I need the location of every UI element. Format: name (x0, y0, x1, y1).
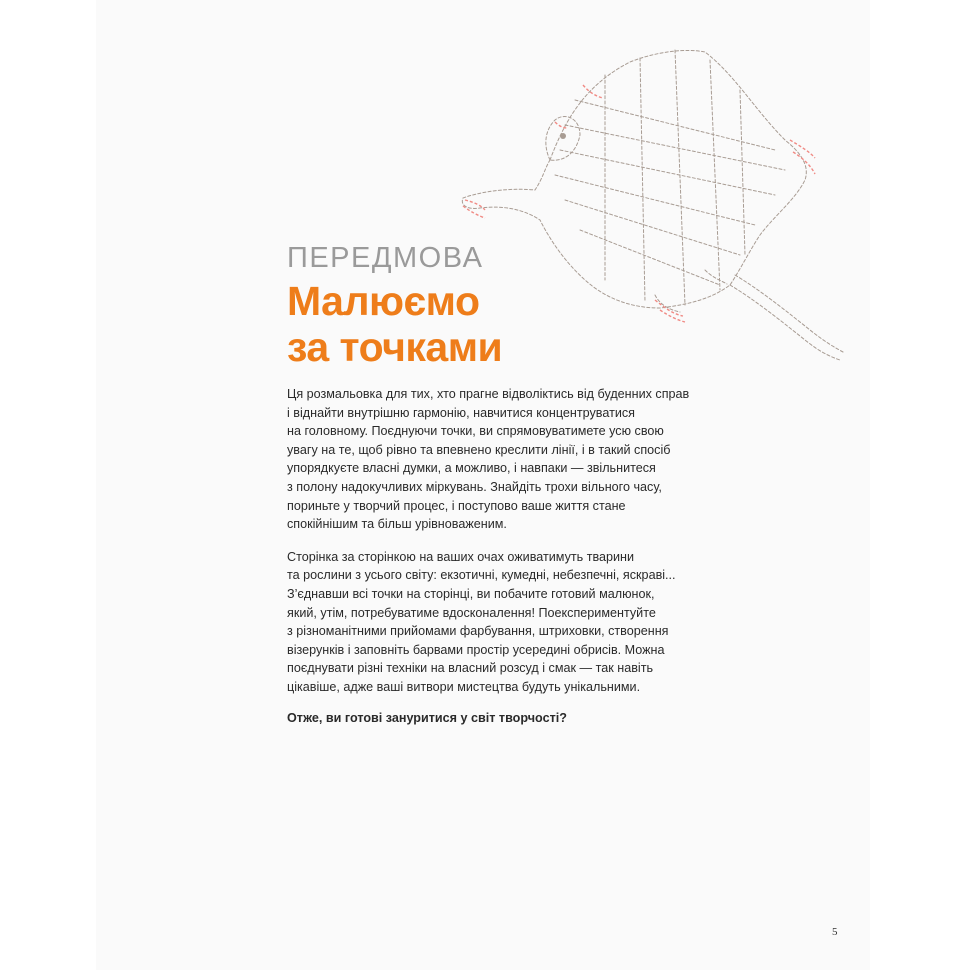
text-line: який, утім, потребуватиме вдосконалення! Поекспериментуйте (287, 605, 656, 620)
text-line: та рослини з усього світу: екзотичні, кумедні, небезпечні, яскраві... (287, 568, 676, 583)
text-line: Сторінка за сторінкою на ваших очах оживатимуть тварини (287, 549, 635, 564)
text-line: спокійнішим та більш урівноваженим. (287, 517, 507, 532)
text-line: з полону надокучливих міркувань. Знайдіть трохи вільного часу, (287, 479, 662, 494)
text-line: упорядкуєте власні думки, а можливо, і навпаки — звільнитеся (287, 461, 656, 476)
page-title-line-1: Малюємо (287, 278, 480, 324)
text-line: З’єднавши всі точки на сторінці, ви побачите готовий малюнок, (287, 586, 655, 601)
page-number: 5 (832, 926, 838, 938)
closing-question: Отже, ви готові зануритися у світ творчості? (287, 710, 567, 725)
paragraph-2 (287, 548, 707, 697)
page-title (287, 278, 502, 370)
text-line: і віднайти внутрішню гармонію, навчитися концентруватися (287, 405, 635, 420)
paragraph-1 (287, 385, 707, 534)
text-line: поєднувати різні техніки на власний розсуд і смак — так навіть (287, 661, 654, 676)
text-line: Ця розмальовка для тих, хто прагне відволіктись від буденних справ (287, 387, 690, 401)
section-label: ПЕРЕДМОВА (287, 242, 484, 274)
flying-squirrel-illustration (455, 40, 850, 370)
text-line: цікавіше, адже ваші витвори мистецтва будуть унікальними. (287, 679, 641, 694)
text-line: візерунків і заповніть барвами простір усередині обрисів. Можна (287, 642, 665, 657)
text-line: увагу на те, щоб рівно та впевнено креслити лінії, і в такий спосіб (287, 442, 671, 457)
text-line: з різноманітними прийомами фарбування, штриховки, створення (287, 624, 669, 639)
text-line: на головному. Поєднуючи точки, ви спрямовуватимете усю свою (287, 424, 664, 439)
page-title-line-2: за точками (287, 324, 503, 370)
body-text (287, 385, 707, 727)
text-line: пориньте у творчий процес, і поступово ваше життя стане (287, 498, 626, 513)
